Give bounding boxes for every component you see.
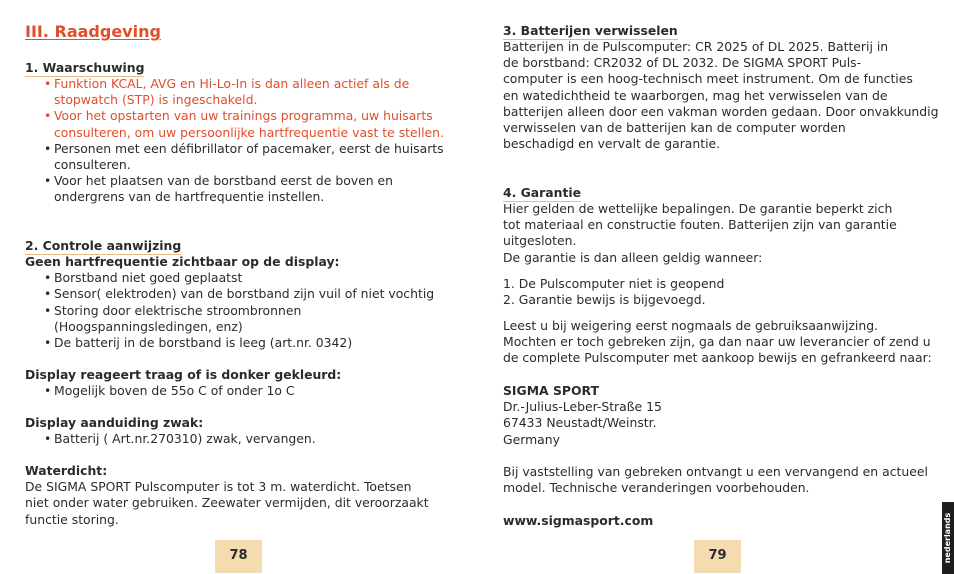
- cause-item-1: • Borstband niet goed geplaatst: [44, 270, 243, 286]
- bullet-icon: •: [44, 108, 52, 124]
- waterproof-section: Waterdicht: De SIGMA SPORT Pulscomputer is tot 3 m. waterdicht. Toetsen niet onder water gebruiken. Zeewater vermijden, dit veroorzaakt functie storing.: [25, 463, 465, 528]
- bullet-icon: •: [44, 140, 52, 156]
- subheading-no-heartrate: Geen hartfrequentie zichtbaar op de display:: [25, 254, 340, 269]
- heading-warning: 1. Waarschuwing: [25, 60, 145, 75]
- warranty-text: Hier gelden de wettelijke bepalingen. De garantie beperkt zich tot materiaal en constructie fouten. Batterijen zijn van garantie uitgesloten. De garantie is dan alleen geldig wanneer:: [503, 201, 897, 265]
- bullet-icon: •: [44, 335, 52, 351]
- slow-display-section: [25, 367, 465, 399]
- condition-item: 1. De Pulscomputer niet is geopend: [503, 276, 725, 291]
- subheading-slow-display: Display reageert traag of is donker gekleurd:: [25, 367, 342, 382]
- company-address: SIGMA SPORT Dr.-Julius-Leber-Straße 15 67433 Neustadt/Weinstr. Germany: [503, 383, 948, 448]
- cause-item-4: • De batterij in de borstband is leeg (art.nr. 0342): [44, 335, 353, 351]
- warranty-conditions: [503, 276, 948, 308]
- subheading-waterproof: Waterdicht:: [25, 463, 108, 478]
- website-link[interactable]: www.sigmasport.com: [503, 513, 654, 528]
- bullet-icon: •: [44, 286, 52, 302]
- heading-warranty: 4. Garantie: [503, 185, 582, 200]
- warranty-return: Leest u bij weigering eerst nogmaals de gebruiksaanwijzing. Mochten er toch gebreken zijn, ga dan naar uw leverancier of zend u de complete Pulscomputer met aankoop bewijs en gefrankeerd naar:: [503, 318, 932, 366]
- language-tab: nederlands: [942, 502, 954, 574]
- section-title: III. Raadgeving: [25, 22, 161, 41]
- warning-item-3: • Personen met een défibrillator of pacemaker, eerst de huisarts consulteren.: [44, 140, 444, 173]
- bullet-icon: •: [44, 270, 52, 286]
- batteries-text: Batterijen in de Pulscomputer: CR 2025 of DL 2025. Batterij in de borstband: CR2032 of DL 2032. De SIGMA SPORT Puls- computer is een hoog-technisch meet instrument. Om de functies en watedichtheid te waarborgen, mag het verwisselen van de batterijen alleen door een vakman worden gedaan. Door onvakkundig verwisselen van de batterijen kan de computer worden beschadigd en vervalt de garantie.: [503, 39, 939, 152]
- weak-display-section: [25, 415, 465, 447]
- page-number-right: 79: [694, 540, 741, 573]
- company-name: SIGMA SPORT: [503, 383, 599, 398]
- bullet-icon: •: [44, 173, 52, 189]
- heading-control: 2. Controle aanwijzing: [25, 238, 182, 253]
- bullet-icon: •: [44, 76, 52, 91]
- control-section: [25, 254, 465, 351]
- subheading-weak-display: Display aanduiding zwak:: [25, 415, 204, 430]
- warning-item-1: • Funktion KCAL, AVG en Hi-Lo-In is dan alleen actief als de stopwatch (STP) is ingeschakeld.: [44, 76, 410, 108]
- bullet-icon: •: [44, 302, 52, 318]
- warning-list: [25, 76, 465, 206]
- warning-item-2: • Voor het opstarten van uw trainings programma, uw huisarts consulteren, om uw persoonlijke hartfrequentie vast te stellen.: [44, 108, 444, 140]
- bullet-icon: •: [44, 431, 52, 447]
- warning-item-4: • Voor het plaatsen van de borstband eerst de boven en ondergrens van de hartfrequentie instellen.: [44, 173, 394, 205]
- condition-item: 2. Garantie bewijs is bijgevoegd.: [503, 292, 706, 308]
- page-number-left: 78: [215, 540, 262, 573]
- bullet-icon: •: [44, 383, 52, 399]
- weak-display-item: • Batterij ( Art.nr.270310) zwak, vervangen.: [44, 431, 316, 447]
- replacement-note: Bij vaststelling van gebreken ontvangt u een vervangend en actueel model. Technische veranderingen voorbehouden.: [503, 464, 928, 496]
- heading-batteries: 3. Batterijen verwisselen: [503, 23, 678, 38]
- cause-item-3: • Storing door elektrische stroombronnen (Hoogspanningsledingen, enz): [44, 302, 302, 334]
- cause-item-2: • Sensor( elektroden) van de borstband zijn vuil of niet vochtig: [44, 286, 435, 302]
- slow-display-item: • Mogelijk boven de 55o C of onder 1o C: [44, 383, 295, 399]
